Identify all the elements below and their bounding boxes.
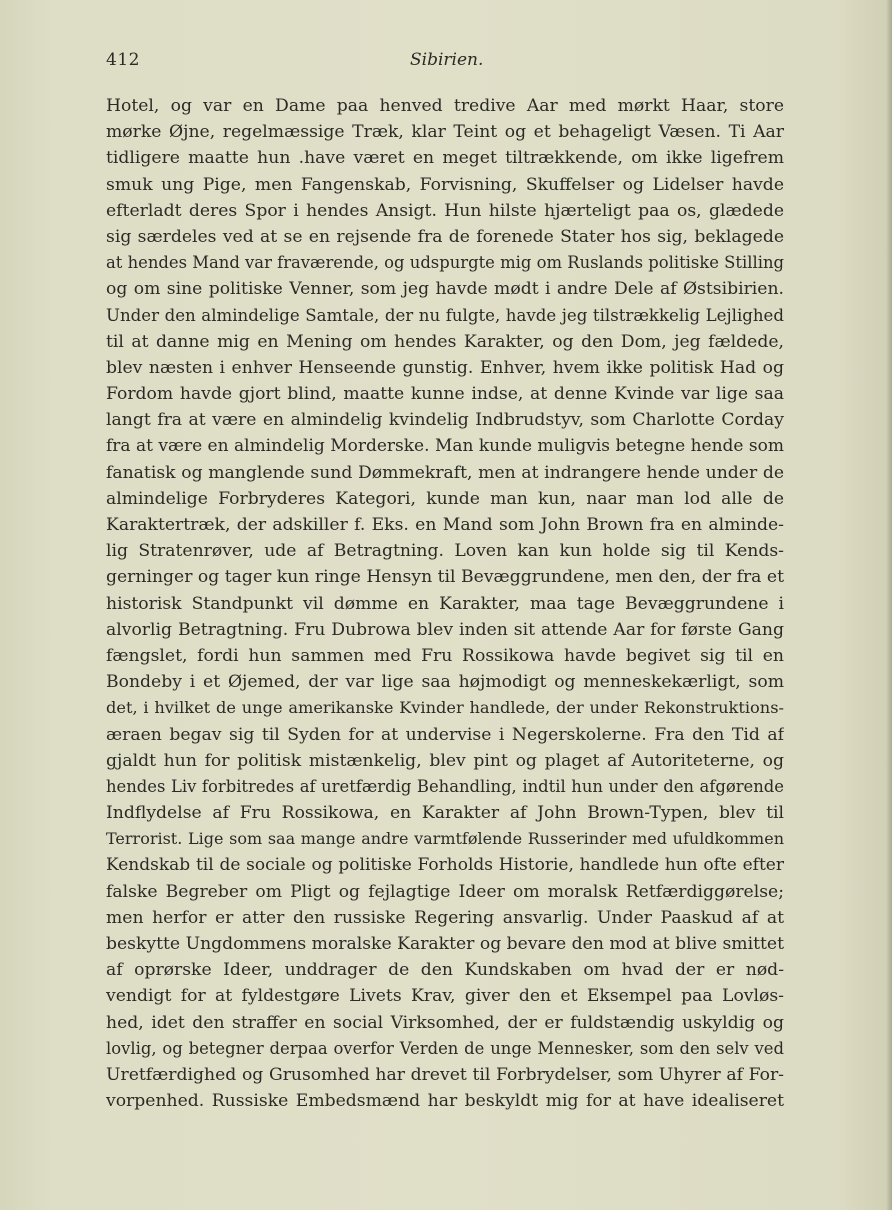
text-line: gjaldt hun for politisk mistænkelig, blev pint og plaget af Autoriteterne, og: [106, 750, 784, 771]
text-line: tidligere maatte hun .have været en meget tiltrækkende, om ikke ligefrem: [106, 148, 784, 169]
text-line: fra at være en almindelig Morderske. Man kunde muligvis betegne hende som: [106, 436, 784, 457]
page-header: [106, 50, 784, 74]
text-line: sig særdeles ved at se en rejsende fra de forenede Stater hos sig, beklagede: [106, 226, 784, 247]
page-number: 412: [106, 50, 140, 70]
text-line: fanatisk og manglende sund Dømmekraft, men at indrangere hende under de: [106, 462, 784, 483]
text-line: til at danne mig en Mening om hendes Karakter, og den Dom, jeg fældede,: [106, 331, 784, 352]
text-line: vorpenhed. Russiske Embedsmænd har beskyldt mig for at have idealiseret: [106, 1091, 784, 1112]
text-line: Terrorist. Lige som saa mange andre varmtfølende Russerinder med ufuldkommen: [106, 829, 784, 849]
text-line: smuk ung Pige, men Fangenskab, Forvisning, Skuffelser og Lidelser havde: [106, 174, 784, 195]
text-line: Indflydelse af Fru Rossikowa, en Karakter af John Brown-Typen, blev til: [106, 803, 784, 824]
text-line: mørke Øjne, regelmæssige Træk, klar Teint og et behageligt Væsen. Ti Aar: [106, 122, 784, 143]
text-line: alvorlig Betragtning. Fru Dubrowa blev inden sit attende Aar for første Gang: [106, 619, 784, 640]
text-line: gerninger og tager kun ringe Hensyn til Bevæggrundene, men den, der fra et: [106, 567, 784, 588]
text-line: Uretfærdighed og Grusomhed har drevet til Forbrydelser, som Uhyrer af For-: [106, 1064, 784, 1085]
text-line: Karaktertræk, der adskiller f. Eks. en Mand som John Brown fra en alminde-: [106, 515, 784, 535]
text-line: beskytte Ungdommens moralske Karakter og bevare den mod at blive smittet: [106, 934, 784, 954]
text-line: falske Begreber om Pligt og fejlagtige Ideer om moralsk Retfærdiggørelse;: [106, 881, 784, 902]
text-line: af oprørske Ideer, unddrager de den Kundskaben om hvad der er nød-: [106, 960, 784, 981]
body-text: [106, 93, 784, 1114]
text-line: hed, idet den straffer en social Virksomhed, der er fuldstændig uskyldig og: [106, 1012, 784, 1033]
text-line: og om sine politiske Venner, som jeg havde mødt i andre Dele af Østsibirien.: [106, 279, 784, 300]
text-line: Under den almindelige Samtale, der nu fulgte, havde jeg tilstrækkelig Lejlighed: [106, 305, 784, 325]
text-line: at hendes Mand var fraværende, og udspurgte mig om Ruslands politiske Stilling: [106, 253, 784, 273]
text-line: langt fra at være en almindelig kvindelig Indbrudstyv, som Charlotte Corday: [106, 410, 784, 431]
text-line: hendes Liv forbitredes af uretfærdig Behandling, indtil hun under den afgørende: [106, 776, 784, 796]
text-line: Kendskab til de sociale og politiske Forholds Historie, handlede hun ofte efter: [106, 855, 784, 876]
text-line: historisk Standpunkt vil dømme en Karakter, maa tage Bevæggrundene i: [106, 593, 784, 614]
text-line: men herfor er atter den russiske Regering ansvarlig. Under Paaskud af at: [106, 907, 784, 928]
text-line: lovlig, og betegner derpaa overfor Verden de unge Mennesker, som den selv ved: [106, 1038, 784, 1058]
text-line: blev næsten i enhver Henseende gunstig. Enhver, hvem ikke politisk Had og: [106, 357, 784, 378]
text-line: Fordom havde gjort blind, maatte kunne indse, at denne Kvinde var lige saa: [106, 384, 784, 405]
text-line: lig Stratenrøver, ude af Betragtning. Loven kan kun holde sig til Kends-: [106, 541, 784, 562]
text-line: det, i hvilket de unge amerikanske Kvinder handlede, der under Rekonstruktions-: [106, 698, 784, 718]
text-line: Bondeby i et Øjemed, der var lige saa højmodigt og menneskekærligt, som: [106, 672, 784, 693]
text-line: æraen begav sig til Syden for at undervise i Negerskolerne. Fra den Tid af: [106, 724, 784, 745]
text-line: vendigt for at fyldestgøre Livets Krav, giver den et Eksempel paa Lovløs-: [106, 986, 784, 1007]
text-line: almindelige Forbryderes Kategori, kunde man kun, naar man lod alle de: [106, 488, 784, 509]
text-line: Hotel, og var en Dame paa henved tredive Aar med mørkt Haar, store: [106, 96, 784, 116]
text-line: efterladt deres Spor i hendes Ansigt. Hun hilste hjærteligt paa os, glædede: [106, 200, 784, 221]
page-edge-shadow: [886, 0, 892, 1210]
text-line: fængslet, fordi hun sammen med Fru Rossikowa havde begivet sig til en: [106, 645, 784, 666]
running-title: Sibirien.: [410, 50, 484, 70]
